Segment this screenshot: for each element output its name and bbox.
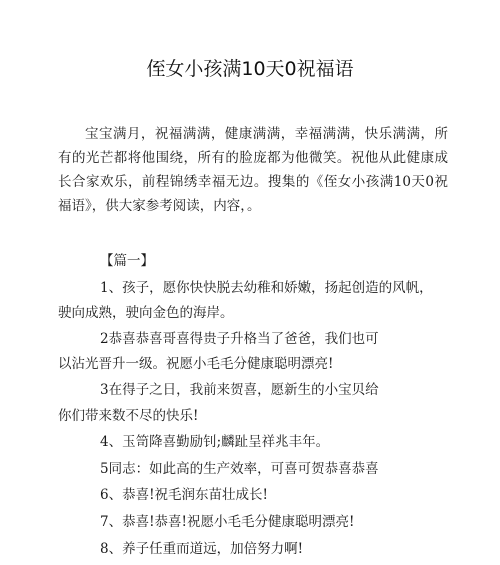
list-item: 1、孩子，愿你快快脱去幼稚和娇嫩，扬起创造的风帆，	[100, 280, 433, 296]
section-heading: 【篇一】	[100, 253, 154, 269]
list-item: 7、恭喜!恭喜!祝愿小毛毛分健康聪明漂亮!	[100, 514, 355, 530]
page-title: 侄女小孩满10天0祝福语	[146, 58, 354, 80]
list-item: 4、玉笥降喜勤励钊;麟趾呈祥兆丰年。	[100, 434, 330, 450]
list-item: 你们带来数不尽的快乐!	[58, 408, 199, 424]
list-item: 以沾光晋升一级。祝愿小毛毛分健康聪明漂亮!	[58, 356, 334, 372]
list-item: 驶向成熟，驶向金色的海岸。	[58, 305, 234, 321]
list-item: 5同志：如此高的生产效率，可喜可贺恭喜恭喜	[100, 461, 379, 477]
list-item: 6、恭喜!祝毛润东苗壮成长!	[100, 487, 268, 503]
list-item: 3在得子之日，我前来贺喜，愿新生的小宝贝给	[100, 382, 379, 398]
list-item: 2恭喜恭喜哥喜得贵子升格当了爸爸，我们也可	[100, 331, 379, 347]
list-item: 8、养子任重而道远，加倍努力啊!	[100, 541, 304, 557]
intro-paragraph: 宝宝满月，祝福满满，健康满满，幸福满满，快乐满满，所有的光芒都将他围绕，所有的脸庞都为他微笑。祝他从此健康成长合家欢乐，前程锦绣幸福无边。搜集的《侄女小孩满10天0祝福语》，供大家参考阅读，内容，。	[58, 126, 448, 214]
